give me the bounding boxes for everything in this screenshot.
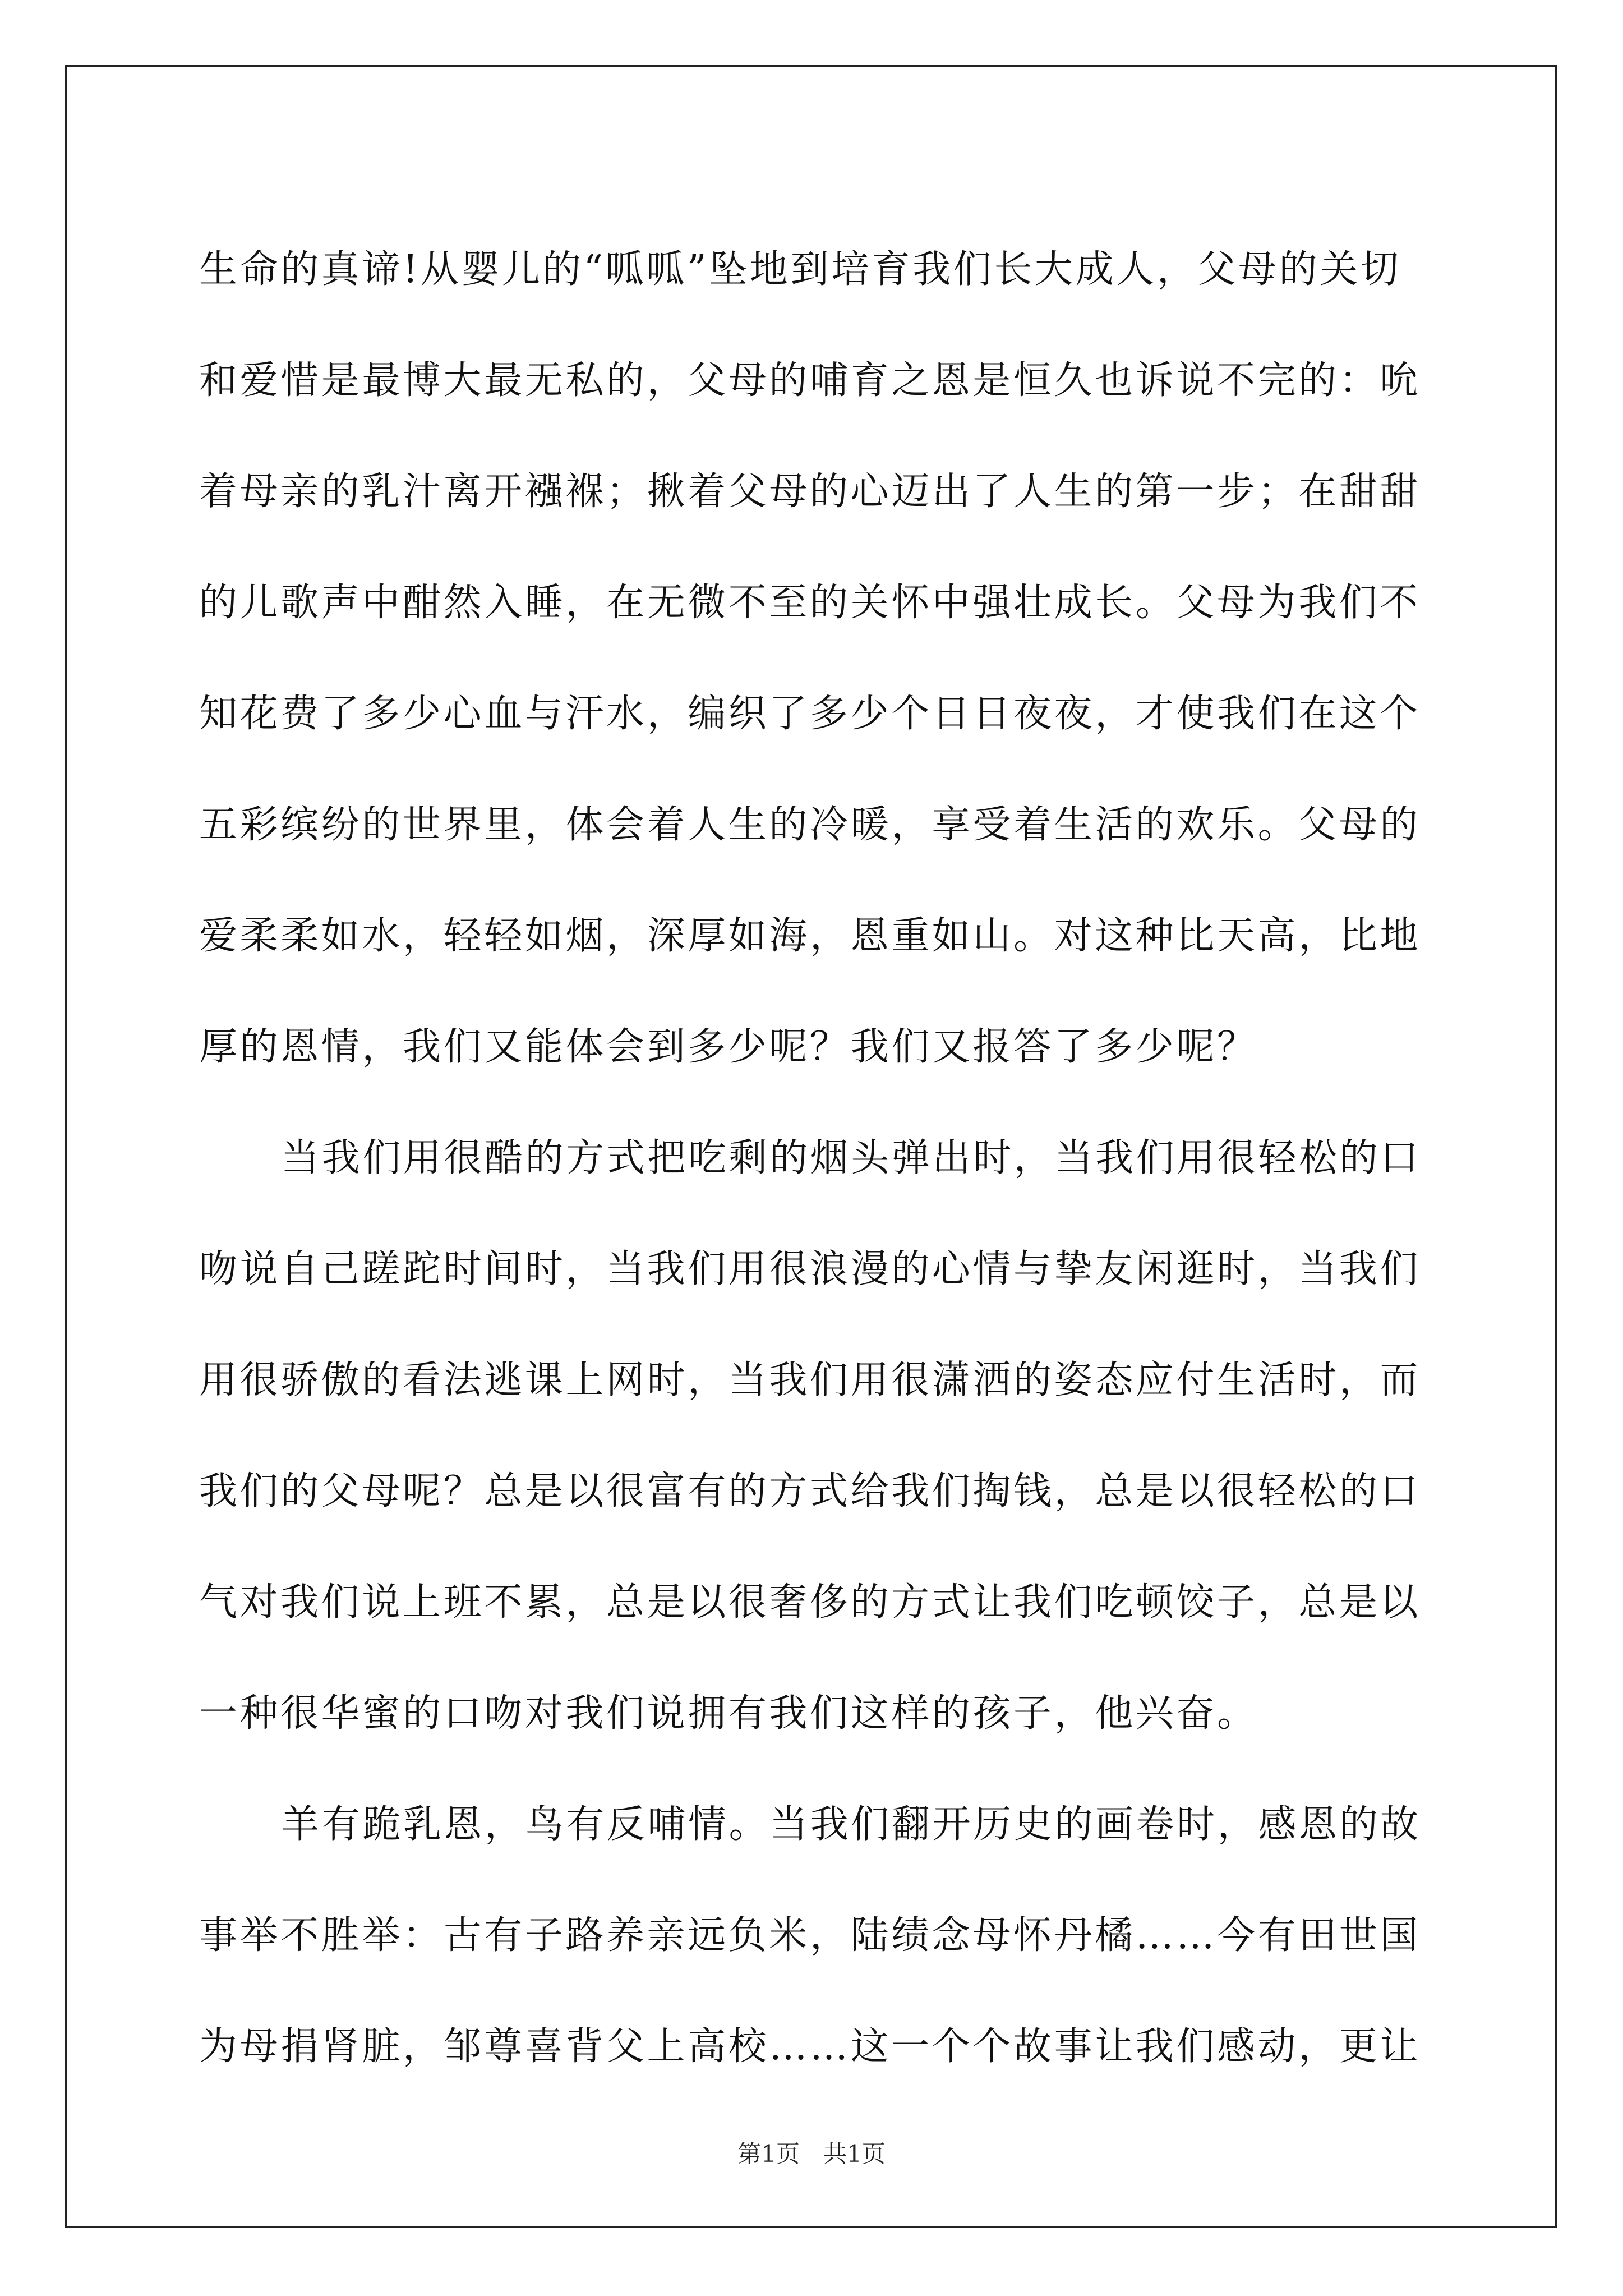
text-line: 着母亲的乳汁离开襁褓；揪着父母的心迈出了人生的第一步；在甜甜 — [199, 470, 1421, 514]
text-line: 一种很华蜜的口吻对我们说拥有我们这样的孩子，他兴奋。 — [199, 1691, 1258, 1736]
text-line: 和爱惜是最博大最无私的，父母的哺育之恩是恒久也诉说不完的：吮 — [199, 358, 1421, 403]
paragraph-start-line: 羊有跪乳恩，鸟有反哺情。当我们翻开历史的画卷时，感恩的故 — [281, 1802, 1421, 1847]
text-line: 用很骄傲的看法逃课上网时，当我们用很潇洒的姿态应付生活时，而 — [199, 1358, 1421, 1402]
text-line: 的儿歌声中酣然入睡，在无微不至的关怀中强壮成长。父母为我们不 — [199, 581, 1421, 625]
text-line: 为母捐肾脏，邹尊喜背父上高校……这一个个故事让我们感动，更让 — [199, 2024, 1421, 2069]
text-line: 吻说自己蹉跎时间时，当我们用很浪漫的心情与挚友闲逛时，当我们 — [199, 1247, 1421, 1291]
text-line: 厚的恩情，我们又能体会到多少呢？我们又报答了多少呢？ — [199, 1025, 1258, 1069]
text-line: 事举不胜举：古有子路养亲远负米，陆绩念母怀丹橘……今有田世国 — [199, 1913, 1421, 1958]
text-line: 我们的父母呢？总是以很富有的方式给我们掏钱，总是以很轻松的口 — [199, 1469, 1421, 1513]
paragraph-start-line: 当我们用很酷的方式把吃剩的烟头弹出时，当我们用很轻松的口 — [281, 1136, 1421, 1180]
text-line: 知花费了多少心血与汗水，编织了多少个日日夜夜，才使我们在这个 — [199, 692, 1421, 736]
document-body — [199, 214, 1427, 2102]
text-line: 爱柔柔如水，轻轻如烟，深厚如海，恩重如山。对这种比天高，比地 — [199, 914, 1421, 958]
text-line: 气对我们说上班不累，总是以很奢侈的方式让我们吃顿饺子，总是以 — [199, 1580, 1421, 1625]
page-number-footer: 第1页 共1页 — [737, 2140, 886, 2168]
text-line: 五彩缤纷的世界里，体会着人生的冷暖，享受着生活的欢乐。父母的 — [199, 803, 1421, 847]
text-line: 生命的真谛!从婴儿的“呱呱”坠地到培育我们长大成人，父母的关切 — [199, 247, 1401, 292]
